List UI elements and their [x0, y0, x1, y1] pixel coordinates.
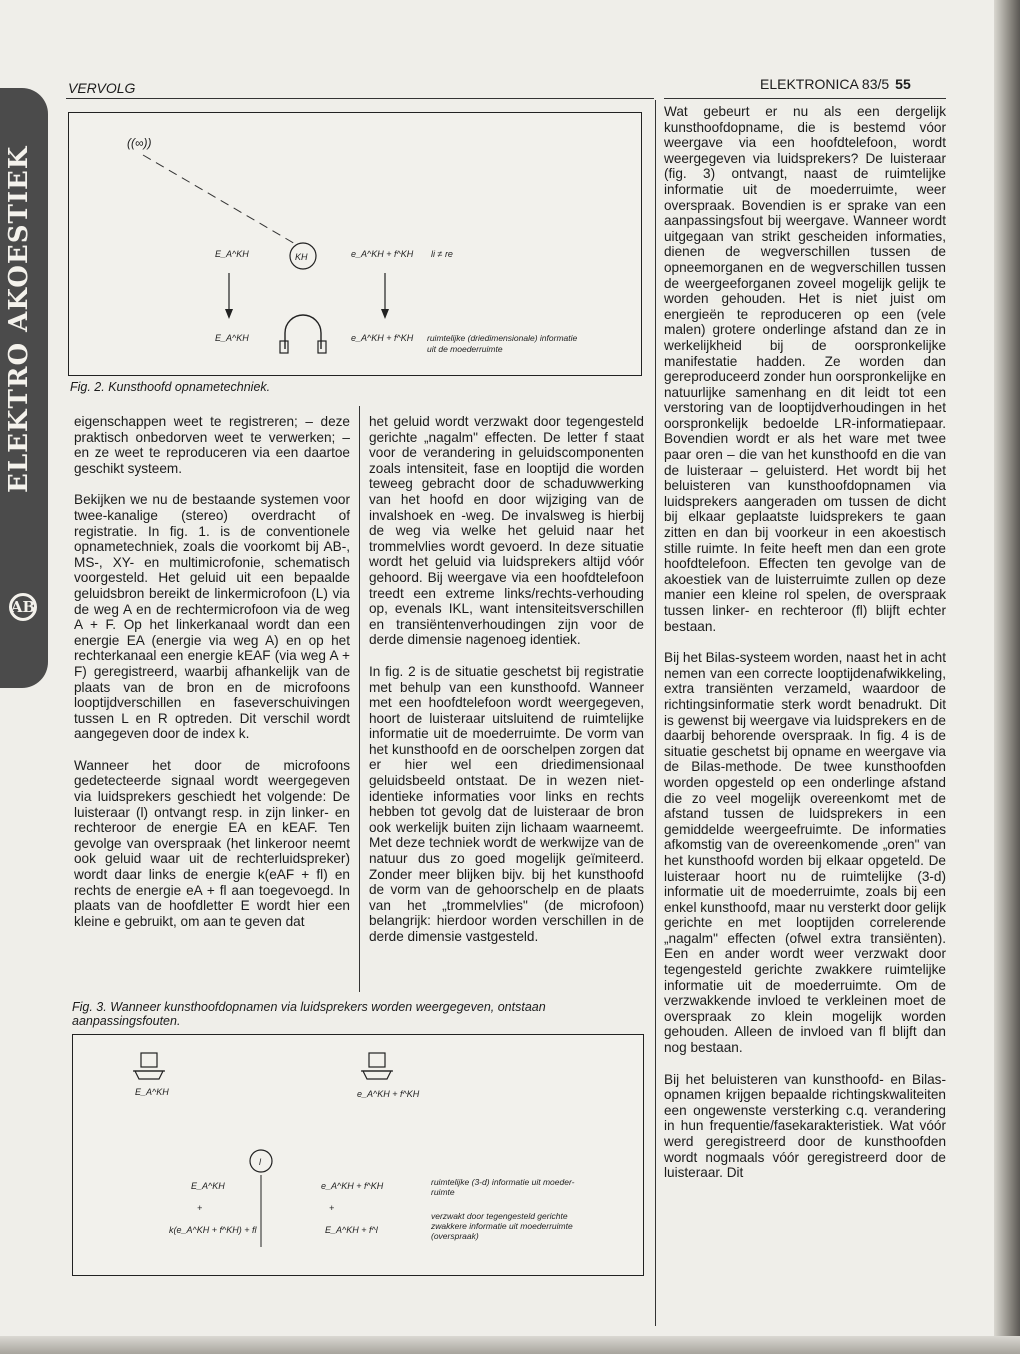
figure-2-caption: Fig. 2. Kunsthoofd opnametechniek. [70, 380, 271, 394]
paragraph: Bij het beluisteren van kunsthoofd- en Bilas-opnamen krijgen bepaalde richtingskwaliteiten een ongewenste versterking c.q. verandering in hun frequentie/fasekarakteristiek. Wat vóór werd geregistreerd door de kunsthoofden wordt nogmaals vóór geregistreerd door de luisteraar. Dit [664, 1071, 946, 1181]
left-arrow-head [225, 309, 233, 319]
magazine-logo-icon: AB [9, 593, 37, 621]
fig2-top-mid-label: e_A^KH + f^KH [351, 249, 414, 259]
sound-source-icon: ((∞)) [127, 136, 152, 150]
figure-3-diagram [73, 1035, 643, 1275]
fig2-top-right-label: li ≠ re [431, 249, 453, 259]
fig3-row1-mid: e_A^KH + f^KH [321, 1181, 384, 1191]
fig3-left-speaker-label: E_A^KH [135, 1087, 169, 1097]
fig3-note2-line2: zwakkere informatie uit moederruimte [431, 1221, 573, 1231]
paragraph: eigenschappen weet te registreren; – deze praktisch onbedorven weet te verwerken; – en ze weet te reproduceren via een daartoe geschikt systeem. [74, 414, 350, 476]
left-speaker-icon [133, 1053, 165, 1079]
journal-issue: ELEKTRONICA 83/5 [760, 76, 890, 92]
section-band-text: ELEKTRO AKOESTIEK [4, 145, 34, 493]
text-column-2 [369, 414, 644, 994]
fig3-note2-line3: (overspraak) [431, 1231, 479, 1241]
text-column-3 [664, 104, 946, 1330]
figure-2-diagram [69, 113, 641, 375]
section-side-band [0, 88, 48, 688]
listener-label: l [259, 1157, 261, 1167]
fig3-note2-line1: verzwakt door tegengesteld gerichte [431, 1211, 568, 1221]
fig2-note-line2: uit de moederruimte [427, 344, 503, 354]
header-rule [66, 98, 654, 99]
paragraph: het geluid wordt verzwakt door tegengesteld gerichte „nagalm" effecten. De letter f staat voor de verandering in geluidscomponenten zoals intensiteit, fase en looptijd die worden teweeg gebracht door de schaduwwerking van het hoofd en door wijziging van de invalshoek en -weg. De invalsweg is hierbij de weg via welke het geluid naar het trommelvlies wordt gevoerd. In deze situatie wordt het geluid via luidsprekers altijd vóór gehoord. Bij weergave via een hoofdtelefoon treedt een extreme links/rechts-verhouding op, evenals IKL, want intensiteitsverschillen en transiëntenverhoudingen zijn voor de derde dimensie nagenoeg identiek. [369, 414, 644, 648]
fig2-bottom-mid-label: e_A^KH + f^KH [351, 333, 414, 343]
header-rule-right [664, 98, 946, 99]
running-header-right [760, 76, 911, 92]
paragraph: In fig. 2 is de situatie geschetst bij registratie met behulp van een kunsthoofd. Wanneer met een hoofdtelefoon wordt weergegeven, hoort de luisteraar uitsluitend de ruimtelijke informatie uit de moederruimte. De vorm van het kunsthoofd en de oorschelpen zorgen dat er hier wel een driedimensionaal geluidsbeeld ontstaat. De in wezen niet-identieke informaties voor links en rechts hebben tot gevolg dat de luisteraar de bron ook werkelijk buiten zijn lichaam waarneemt. Met deze techniek wordt de werkwijze van de natuur dus zo goed mogelijk geïmiteerd. Zonder meer blijken bijv. bij het kunsthoofd de vorm van de gehoorschelp en de plaats van het „trommelvlies" (de microfoon) belangrijk: hierdoor worden verschillen in de derde dimensie vastgesteld. [369, 663, 644, 944]
listener-head-icon [250, 1150, 272, 1172]
head-label: KH [295, 252, 308, 262]
figure-2 [68, 112, 642, 376]
page-number: 55 [895, 76, 911, 92]
column-rule-2 [655, 100, 656, 1326]
figure-3 [72, 1034, 644, 1276]
fig3-note1-line2: ruimte [431, 1187, 455, 1197]
fig2-note-line1: ruimtelijke (driedimensionale) informatie [427, 333, 578, 343]
fig2-bottom-left-label: E_A^KH [215, 333, 249, 343]
fig3-plus-left: + [197, 1203, 203, 1213]
fig3-note1-line1: ruimtelijke (3-d) informatie uit moeder- [431, 1177, 575, 1187]
fig3-plus-mid: + [329, 1203, 335, 1213]
fig3-right-speaker-label: e_A^KH + f^KH [357, 1089, 420, 1099]
sound-path-line [143, 155, 297, 245]
paragraph: Bij het Bilas-systeem worden, naast het in acht nemen van een correcte looptijdenafwikkeling, extra transiënten verzameld, waardoor de richtingsinformatie sterk wordt benadrukt. Dit is gewenst bij weergave via luidsprekers en de daarbij behorende overspraak. In fig. 4 is de situatie geschetst bij opname en weergave via de Bilas-methode. De twee kunsthoofden worden opgesteld op een onderlinge afstand die zo veel mogelijk overeenkomt met de afstand tussen de luidsprekers in een gemiddelde weergeefruimte. De informaties afkomstig van de overeenkomende „oren" van het kunsthoofd worden bij elkaar opgeteld. De luisteraar hoort nu de ruimtelijke (3-d) informatie uit de moederruimte, zoals bij een enkel kunsthoofd, maar nu versterkt door gelijk gerichte en met looptijden correlerende „nagalm" effecten (ofwel extra transiënten). Een en ander wordt weer verzwakt door tegengesteld gerichte zwakkere ruimtelijke informatie uit de moederruimte. Om de verzwakkende invloed te verkleinen moet de overspraak zo klein mogelijk worden gehouden. Alleen de invloed van fl blijft dan nog bestaan. [664, 650, 946, 1056]
page-bottom-edge [0, 1336, 1020, 1354]
figure-3-caption: Fig. 3. Wanneer kunsthoofdopnamen via luidsprekers worden weergegeven, ontstaan aanpassingsfouten. [72, 1000, 546, 1028]
headphone-left-cup [280, 341, 288, 353]
page-spine-shadow [994, 0, 1020, 1354]
fig3-row2-left: k(e_A^KH + f^KH) + fl [169, 1225, 257, 1235]
paragraph: Bekijken we nu de bestaande systemen voor twee-kanalige (stereo) overdracht of registratie. In fig. 1. is de conventionele opnametechniek, zoals die voorkomt bij AB-, MS-, XY- en multimicrofonie, schematisch voorgesteld. Het geluid uit een bepaalde geluidsbron bereikt de linkermicrofoon (L) via de weg A en de rechtermicrofoon via de weg A + F. Op het linkerkanaal wordt dan een energie EA (energie via weg A) en op het rechterkanaal een energie kEAF (via weg A + F) geregistreerd, waarbij afhankelijk van de plaats van de bron en de microfoons looptijdverschillen en faseverschuivingen tussen L en R optreden. Dit verschil wordt aangegeven door de index k. [74, 492, 350, 742]
column-rule-1 [359, 406, 360, 992]
text-column-1 [74, 414, 350, 994]
headphones-icon [285, 315, 321, 349]
right-speaker-icon [361, 1053, 393, 1079]
fig2-top-left-label: E_A^KH [215, 249, 249, 259]
right-arrow-head [381, 309, 389, 319]
headphone-right-cup [318, 341, 326, 353]
fig3-row1-left: E_A^KH [191, 1181, 225, 1191]
paragraph: Wat gebeurt er nu als een dergelijk kunsthoofdopname, die is bestemd vóor weergave via een hoofdtelefoon, wordt weergegeven via luidsprekers? De luisteraar (fig. 3) ontvangt, naast de ruimtelijke informatie uit de moederruimte, weer overspraak. Bovendien is er sprake van een aanpassingsfout bij weergave. Wanneer wordt uitgegaan van strikt gescheiden informaties, dienen de wegverschillen tussen de opneemorganen en de wegverschillen tussen de weergeeforganen zoveel mogelijk gelijk te worden gehouden. Het is niet juist om energieën te reproduceren op een (vele malen) grotere onderlinge afstand dan ze in werkelijkheid bij de oorspronkelijke manifestatie hadden. Ze worden dan gereproduceerd zonder hun oorspronkelijke en natuurlijke samenhang en dit leidt tot een verstoring van de looptijdverhoudingen in het oorspronkelijk bedoelde LR-informatiepaar. Bovendien wordt er als het ware met twee paar oren – die van het kunsthoofd en die van de luisteraar – geluisterd. Het wordt bij het beluisteren van kunsthoofdopnamen via luidsprekers aangeraden om tussen de dicht bij elkaar geplaatste luidsprekers te gaan zitten en dan bij voorkeur in een akoestisch stille ruimte. In feite heeft men dan een grote hoofdtelefoon. Effecten ten gevolge van de akoestiek van de luisterruimte zullen op deze manier een kleine rol spelen, de overspraak tussen linker- en rechteroor (fl) blijft echter bestaan. [664, 104, 946, 634]
running-header-left: VERVOLG [68, 80, 136, 96]
fig3-row2-mid: E_A^KH + f^l [325, 1225, 378, 1235]
paragraph: Wanneer het door de microfoons gedetecteerde signaal wordt weergegeven via luidsprekers geschiedt het volgende: De luisteraar (l) ontvangt resp. in zijn linker- en rechteroor de energie EA en kEAF. Ten gevolge van overspraak (het linkeroor neemt ook geluid waar uit de rechterluidspreker) wordt daar links de energie k(eAF + fl) en rechts de energie eA + fl aan toegevoegd. In plaats van de hoofdletter E wordt hier een kleine e gebruikt, om aan te geven dat [74, 757, 350, 929]
